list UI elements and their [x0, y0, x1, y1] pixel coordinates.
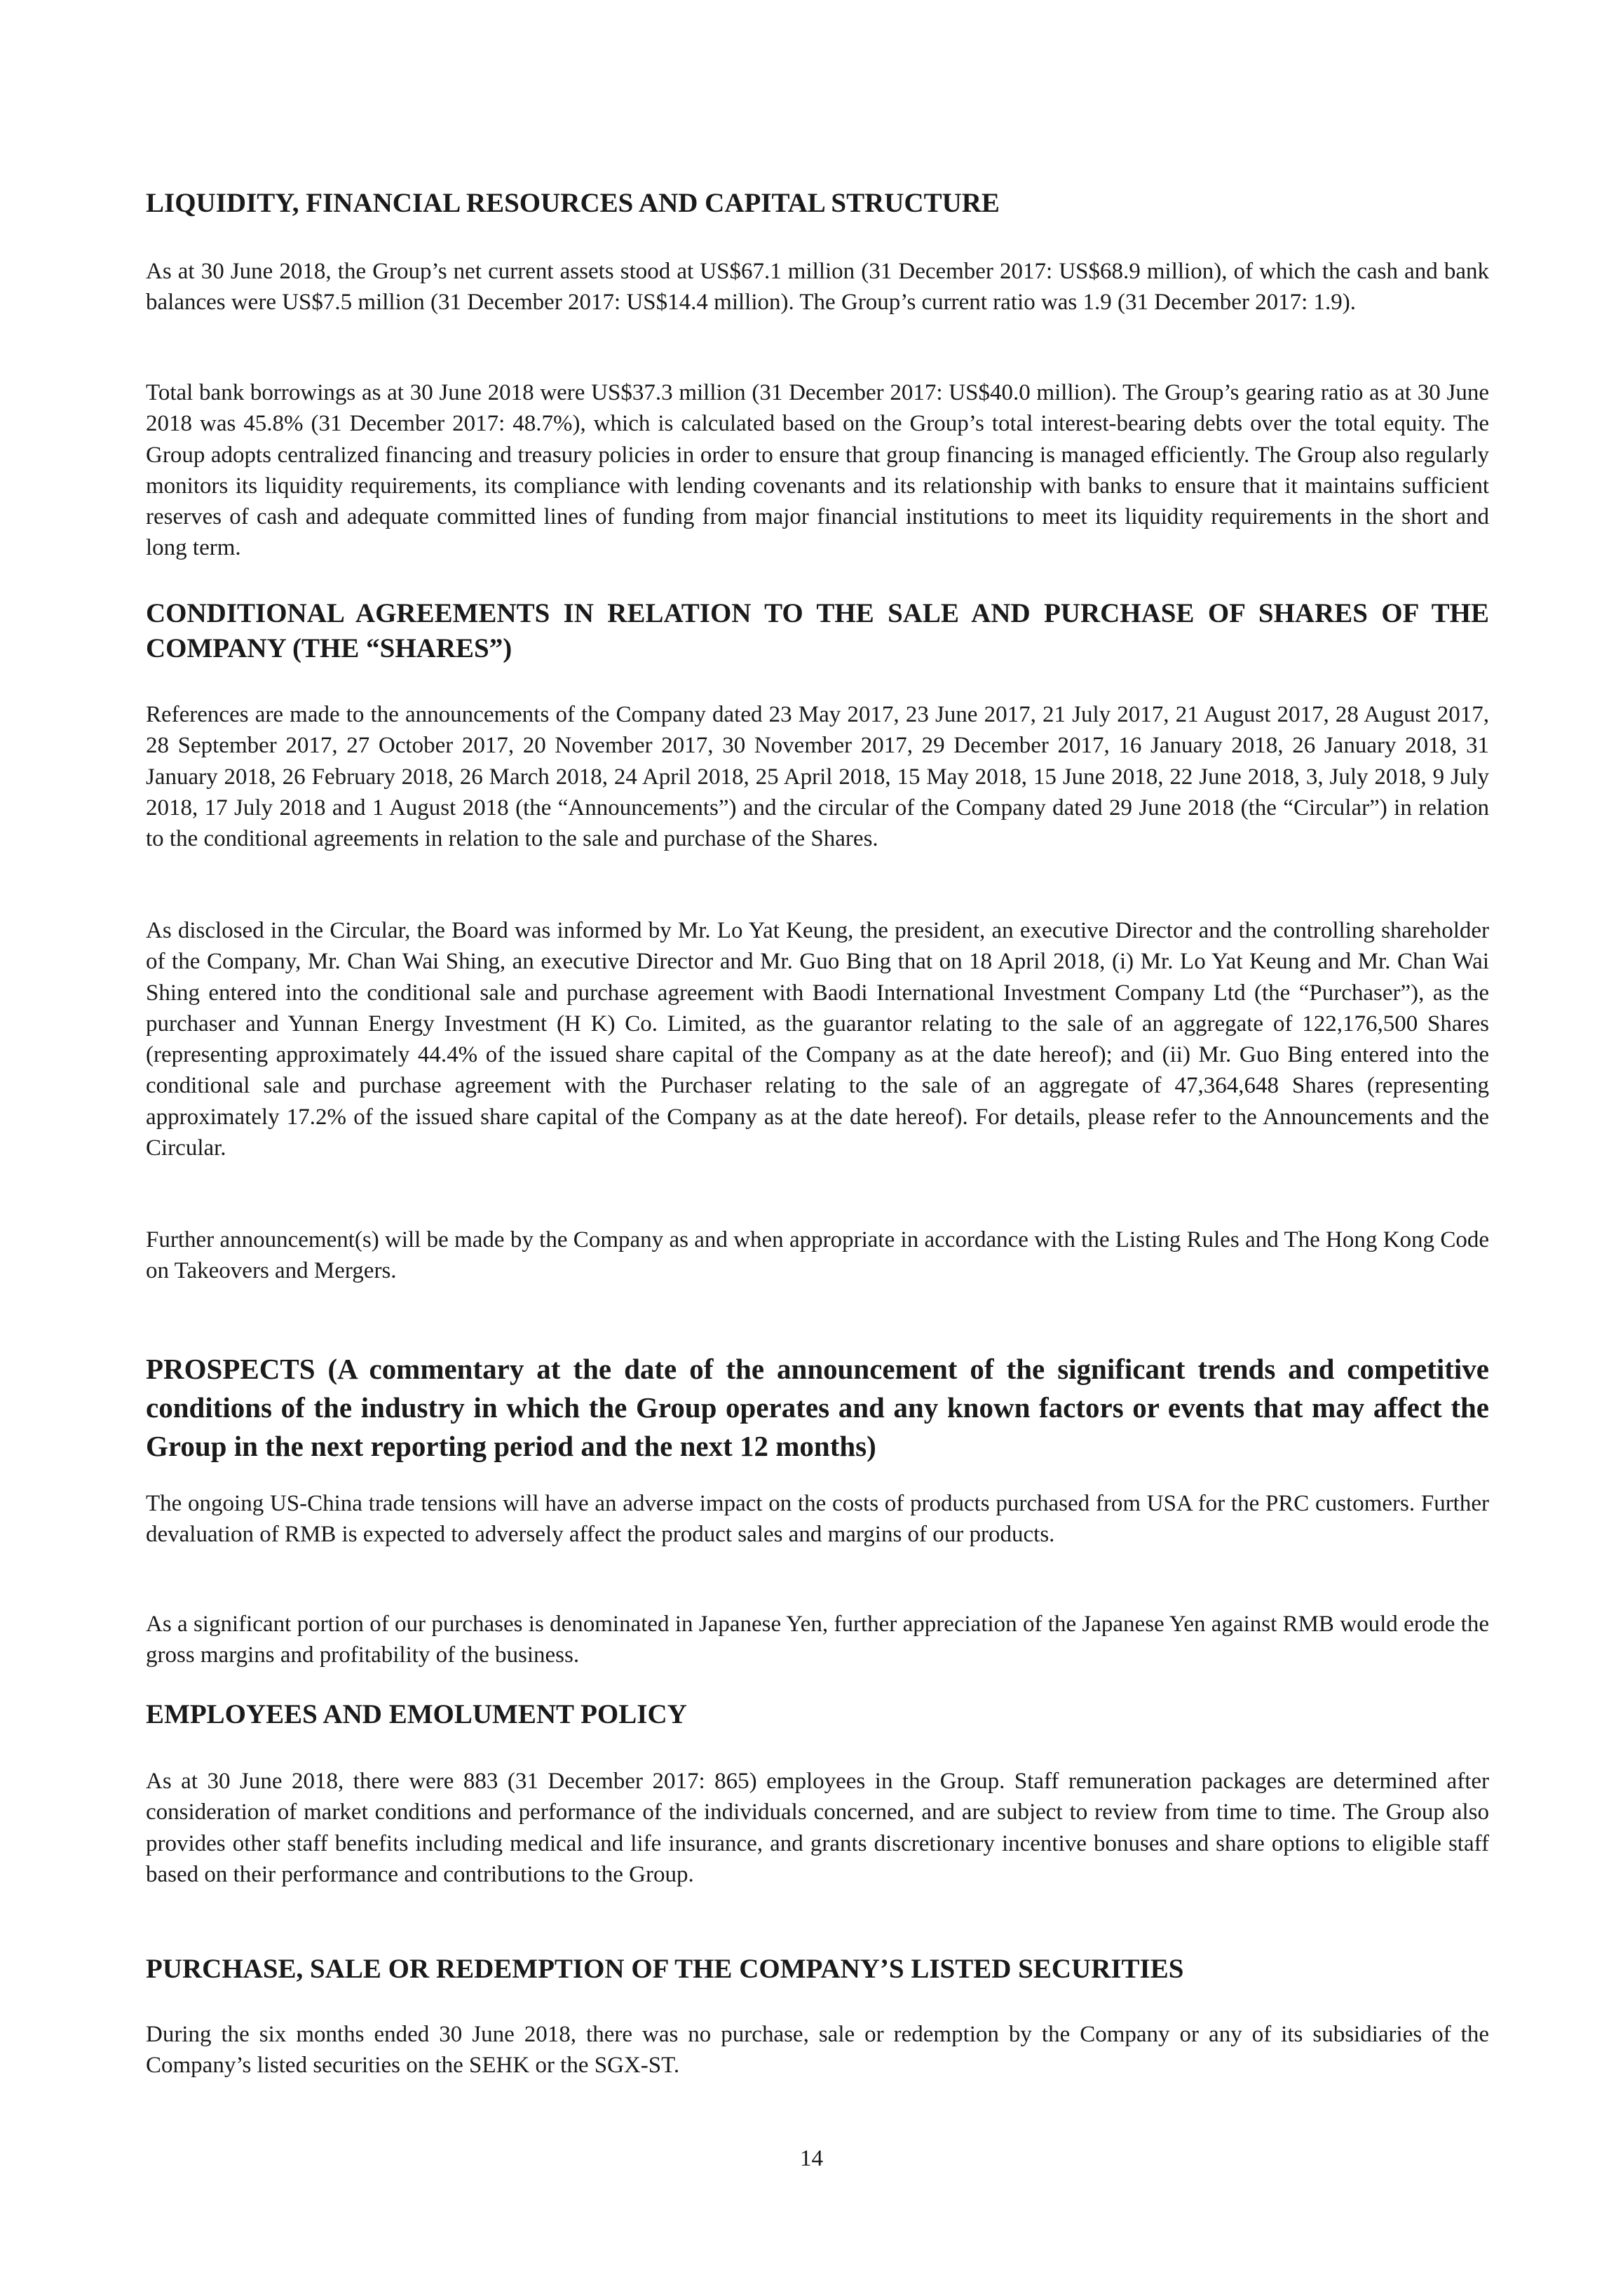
paragraph-conditional-1: References are made to the announcements of the Company dated 23 May 2017, 23 June 2017, 21 July 2017, 21 August 2017, 28 August 2017, 28 September 2017, 27 October 2017, 20 November 2017, 30 November 2017, 29 December 2017, 16 January 2018, 26 January 2018, 31 January 2018, 26 February 2018, 26 March 2018, 24 April 2018, 25 April 2018, 15 May 2018, 15 June 2018, 22 June 2018, 3, July 2018, 9 July 2018, 17 July 2018 and 1 August 2018 (the “Announcements”) and the circular of the Company dated 29 June 2018 (the “Circular”) in relation to the conditional agreements in relation to the sale and purchase of the Shares.: [146, 702, 1489, 852]
section-heading-prospects: PROSPECTS (A commentary at the date of the announcement of the significant trends and competitive conditions of the industry in which the Group operates and any known factors or events that may affect the Group in the next reporting period and the next 12 months): [146, 1353, 1489, 1462]
paragraph-purchase-1: During the six months ended 30 June 2018, there was no purchase, sale or redemption by the Company or any of its subsidiaries of the Company’s listed securities on the SEHK or the SGX-ST.: [146, 2022, 1489, 2079]
paragraph-prospects-1: The ongoing US-China trade tensions will have an adverse impact on the costs of products purchased from USA for the PRC customers. Further devaluation of RMB is expected to adversely affect the product sales and margins of our products.: [146, 1491, 1489, 1548]
section-heading-purchase-sale-redemption: PURCHASE, SALE OR REDEMPTION OF THE COMPANY’S LISTED SECURITIES: [146, 1954, 1184, 1984]
paragraph-liquidity-2: Total bank borrowings as at 30 June 2018 were US$37.3 million (31 December 2017: US$40.0 million). The Group’s gearing ratio as at 30 June 2018 was 45.8% (31 December 2017: 48.7%), which is calculated based on the Group’s total interest-bearing debts over the total equity. The Group adopts centralized financing and treasury policies in order to ensure that group financing is managed efficiently. The Group also regularly monitors its liquidity requirements, its compliance with lending covenants and its relationship with banks to ensure that it maintains sufficient reserves of cash and adequate committed lines of funding from major financial institutions to meet its liquidity requirements in the short and long term.: [146, 380, 1489, 561]
section-heading-liquidity: LIQUIDITY, FINANCIAL RESOURCES AND CAPITAL STRUCTURE: [146, 188, 1000, 218]
section-heading-employees: EMPLOYEES AND EMOLUMENT POLICY: [146, 1699, 687, 1729]
section-heading-conditional-agreements: CONDITIONAL AGREEMENTS IN RELATION TO THE SALE AND PURCHASE OF SHARES OF THE COMPANY (THE “SHARES”): [146, 598, 1489, 663]
paragraph-liquidity-1: As at 30 June 2018, the Group’s net current assets stood at US$67.1 million (31 December 2017: US$68.9 million), of which the cash and bank balances were US$7.5 million (31 December 2017: US$14.4 million). The Group’s current ratio was 1.9 (31 December 2017: 1.9).: [146, 259, 1489, 316]
paragraph-prospects-2: As a significant portion of our purchases is denominated in Japanese Yen, further appreciation of the Japanese Yen against RMB would erode the gross margins and profitability of the business.: [146, 1612, 1489, 1668]
paragraph-conditional-2: As disclosed in the Circular, the Board was informed by Mr. Lo Yat Keung, the president, an executive Director and the controlling shareholder of the Company, Mr. Chan Wai Shing, an executive Director and Mr. Guo Bing that on 18 April 2018, (i) Mr. Lo Yat Keung and Mr. Chan Wai Shing entered into the conditional sale and purchase agreement with Baodi International Investment Company Ltd (the “Purchaser”), as the purchaser and Yunnan Energy Investment (H K) Co. Limited, as the guarantor relating to the sale of an aggregate of 122,176,500 Shares (representing approximately 44.4% of the issued share capital of the Company as at the date hereof); and (ii) Mr. Guo Bing entered into the conditional sale and purchase agreement with the Purchaser relating to the sale of an aggregate of 47,364,648 Shares (representing approximately 17.2% of the issued share capital of the Company as at the date hereof). For details, please refer to the Announcements and the Circular.: [146, 918, 1489, 1161]
page-number: 14: [800, 2146, 823, 2171]
paragraph-conditional-3: Further announcement(s) will be made by the Company as and when appropriate in accordance with the Listing Rules and The Hong Kong Code on Takeovers and Mergers.: [146, 1227, 1489, 1284]
paragraph-employees-1: As at 30 June 2018, there were 883 (31 December 2017: 865) employees in the Group. Staff remuneration packages are determined after consideration of market conditions and performance of the individuals concerned, and are subject to review from time to time. The Group also provides other staff benefits including medical and life insurance, and grants discretionary incentive bonuses and share options to eligible staff based on their performance and contributions to the Group.: [146, 1769, 1489, 1887]
